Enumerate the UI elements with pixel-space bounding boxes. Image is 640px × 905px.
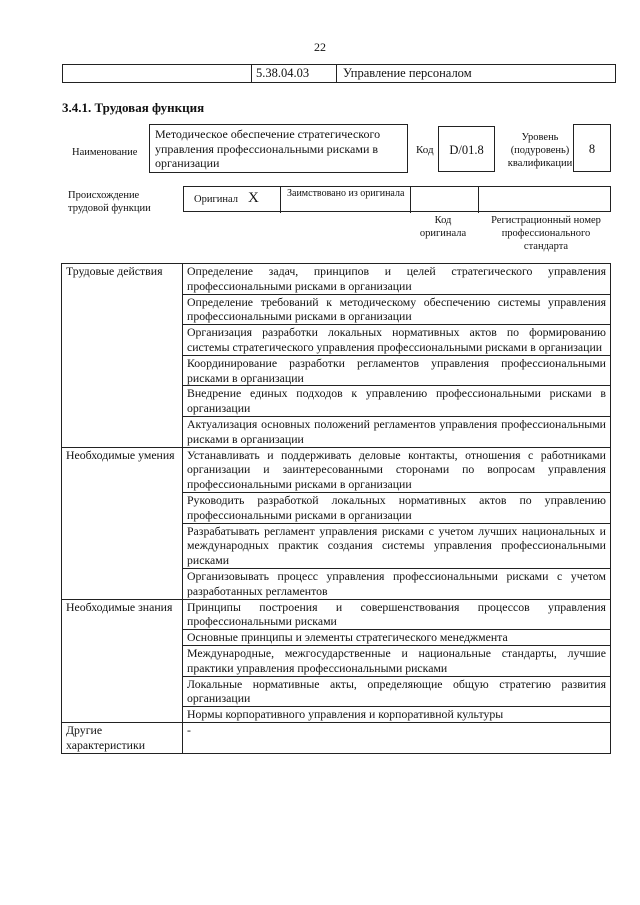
- item-cell: Локальные нормативные акты, определяющие общую стратегию развития организации: [183, 676, 611, 707]
- item-cell: -: [183, 722, 611, 753]
- function-name: Методическое обеспечение стратегического управления профессиональными рисками в организации: [149, 124, 408, 173]
- original-label: Оригинал: [194, 194, 238, 205]
- item-cell: Актуализация основных положений регламентов управления профессиональными рисками в организации: [183, 416, 611, 447]
- item-cell: Международные, межгосударственные и национальные стандарты, лучшие практики управления профессиональными рисками: [183, 645, 611, 676]
- origin-label: Происхождение трудовой функции: [68, 190, 151, 214]
- kod-original-label: Код оригинала: [419, 215, 467, 239]
- item-cell: Определение требований к методическому обеспечению системы управления профессиональными рисками в организации: [183, 294, 611, 325]
- item-cell: Нормы корпоративного управления и корпоративной культуры: [183, 707, 611, 723]
- table-row: [62, 447, 611, 492]
- borrowed-cell: [280, 187, 410, 213]
- kod-label: Код: [416, 144, 434, 156]
- item-cell: Координирование разработки регламентов управления профессиональными рисками в организации: [183, 355, 611, 386]
- category-cell: Трудовые действия: [62, 264, 183, 448]
- item-cell: Определение задач, принципов и целей стратегического управления профессиональными рисками в организации: [183, 264, 611, 295]
- item-cell: Организовывать процесс управления профессиональными рисками с учетом разработанных регламентов: [183, 568, 611, 599]
- item-cell: Устанавливать и поддерживать деловые контакты, отношения с работниками организации и заинтересованными сторонами по вопросам управления профессиональными рисками в организации: [183, 447, 611, 492]
- original-mark: X: [248, 190, 259, 206]
- reg-number-cell: [478, 187, 611, 213]
- category-cell: Необходимые знания: [62, 599, 183, 722]
- header-title: Управление персоналом: [343, 66, 472, 80]
- table-row: [62, 599, 611, 630]
- level-value: 8: [573, 124, 611, 172]
- table-row: [62, 264, 611, 295]
- item-cell: Основные принципы и элементы стратегического менеджмента: [183, 630, 611, 646]
- header-code: 5.38.04.03: [251, 65, 337, 82]
- level-label: Уровень (подуровень) квалификации: [507, 132, 573, 169]
- item-cell: Руководить разработкой локальных нормативных актов по управлению профессиональными рисками в организации: [183, 492, 611, 523]
- borrowed-label: Заимствовано из оригинала: [287, 188, 405, 199]
- category-cell: Другие характеристики: [62, 722, 183, 753]
- category-cell: Необходимые умения: [62, 447, 183, 599]
- kod-value: D/01.8: [438, 126, 495, 172]
- table-row: [62, 722, 611, 753]
- item-cell: Принципы построения и совершенствования процессов управления профессиональными рисками: [183, 599, 611, 630]
- name-label: Наименование: [72, 147, 138, 158]
- item-cell: Разрабатывать регламент управления рисками с учетом лучших национальных и международных практик создания системы управления профессиональными рисками: [183, 523, 611, 568]
- reg-number-label: Регистрационный номер профессионального стандарта: [491, 215, 601, 252]
- kod-original-cell: [410, 187, 478, 213]
- item-cell: Внедрение единых подходов к управлению профессиональными рисками в организации: [183, 386, 611, 417]
- function-table: [61, 263, 611, 754]
- section-title: 3.4.1. Трудовая функция: [62, 100, 205, 115]
- origin-row: [183, 186, 611, 212]
- header-code-row: [62, 64, 616, 83]
- page-number: 22: [314, 40, 326, 54]
- item-cell: Организация разработки локальных нормативных актов по формированию системы стратегического управления профессиональными рисками в организации: [183, 325, 611, 356]
